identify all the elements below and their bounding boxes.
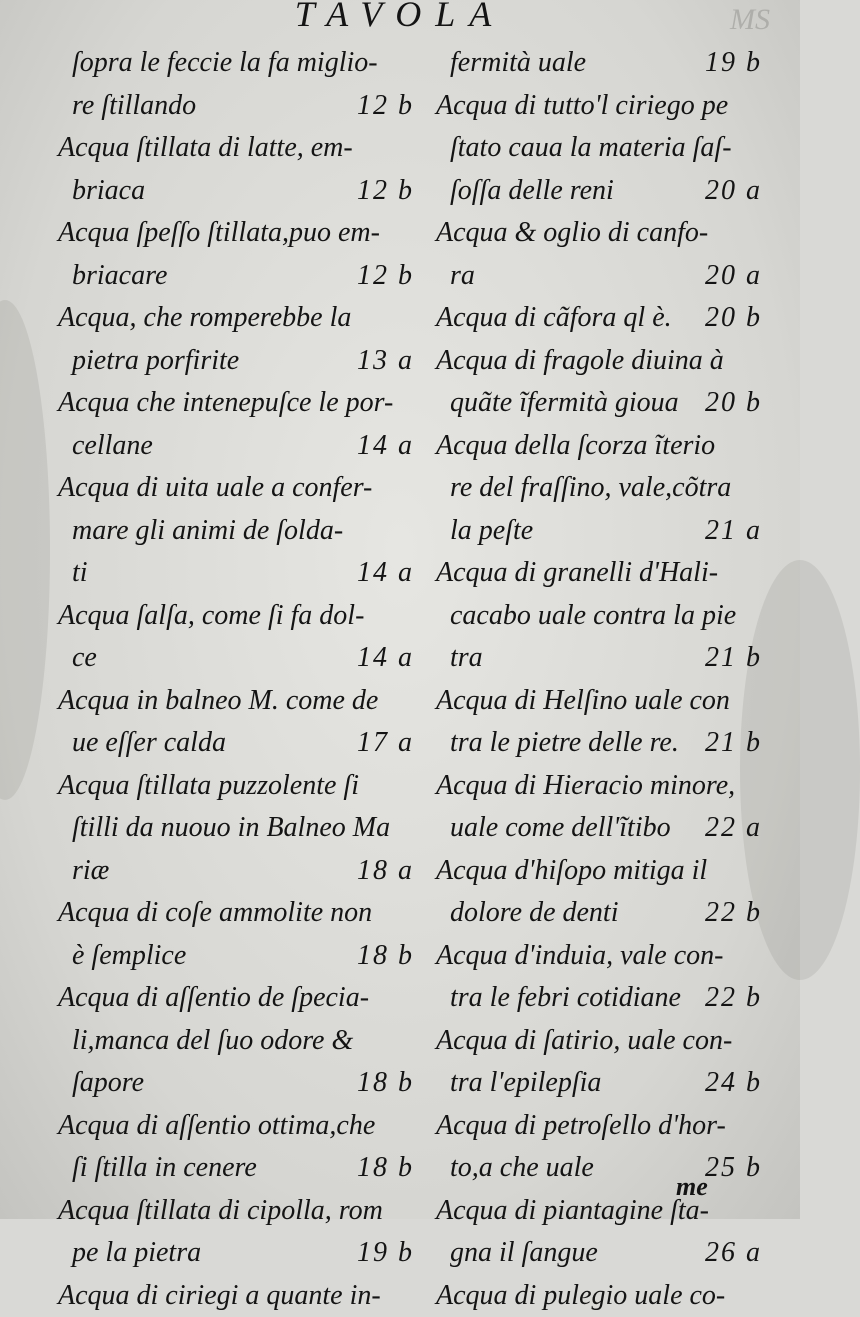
page-reference: 13 a (357, 340, 414, 383)
entry-text: quãte ĩfermità gioua (450, 382, 679, 425)
entry-text: ſopra le feccie la fa miglio- (72, 42, 378, 85)
index-column-left (58, 42, 414, 1317)
entry-text: pietra porfirite (72, 340, 239, 383)
entry-text: Acqua di ciriegi a quante in- (58, 1275, 381, 1317)
entry-text: fermità uale (450, 42, 586, 85)
index-line-continuation (436, 977, 762, 1020)
page-reference: 20 b (705, 297, 762, 340)
index-line-continuation (58, 425, 414, 468)
entry-text: Acqua di uita uale a confer- (58, 467, 372, 510)
index-entry-start (58, 1190, 414, 1233)
index-line-continuation (58, 552, 414, 595)
entry-text: ra (450, 255, 475, 298)
index-entry-start (436, 340, 762, 383)
catchword: me (676, 1172, 708, 1202)
page-reference: 22 b (705, 977, 762, 1020)
index-line-continuation (58, 637, 414, 680)
page-reference: 12 b (357, 170, 414, 213)
index-line-continuation (436, 595, 762, 638)
index-entry-start (436, 85, 762, 128)
entry-text: pe la pietra (72, 1232, 201, 1275)
entry-text: Acqua ſpeſſo ſtillata,puo em- (58, 212, 380, 255)
page-reference: 19 b (357, 1232, 414, 1275)
index-entry-start (58, 595, 414, 638)
index-line-continuation (436, 892, 762, 935)
entry-text: li,manca del ſuo odore & (72, 1020, 353, 1063)
page-reference: 21 b (705, 637, 762, 680)
index-line-continuation (58, 1020, 414, 1063)
entry-text: Acqua ſtillata di latte, em- (58, 127, 353, 170)
entry-text: Acqua ſtillata di cipolla, rom (58, 1190, 383, 1233)
index-line-continuation (58, 42, 414, 85)
entry-text: uale come dell'ĩtibo (450, 807, 671, 850)
index-entry-start (436, 1275, 762, 1317)
entry-text: ſapore (72, 1062, 144, 1105)
index-line-continuation (436, 467, 762, 510)
page-reference: 21 b (705, 722, 762, 765)
index-entry-start (58, 382, 414, 425)
index-entry-start (58, 212, 414, 255)
entry-text: ſtilli da nuouo in Balneo Ma (72, 807, 390, 850)
entry-text: Acqua ſtillata puzzolente ſi (58, 765, 359, 808)
page-reference: 20 a (705, 255, 762, 298)
index-entry-start (436, 680, 762, 723)
index-entry-start (58, 892, 414, 935)
page-reference: 12 b (357, 255, 414, 298)
entry-text: Acqua di fragole diuina à (436, 340, 724, 383)
index-line-continuation (436, 1062, 762, 1105)
index-entry-start (436, 552, 762, 595)
entry-text: briaca (72, 170, 145, 213)
entry-text: Acqua di coſe ammolite non (58, 892, 372, 935)
entry-text: re del fraſſino, vale,cõtra (450, 467, 731, 510)
index-line-continuation (58, 850, 414, 893)
index-line-continuation (58, 1147, 414, 1190)
entry-text: gna il ſangue (450, 1232, 598, 1275)
index-line-continuation (436, 255, 762, 298)
page-reference: 14 a (357, 637, 414, 680)
page-reference: 21 a (705, 510, 762, 553)
page-reference: 20 a (705, 170, 762, 213)
entry-text: Acqua di petroſello d'hor- (436, 1105, 726, 1148)
page-reference: 26 a (705, 1232, 762, 1275)
index-line-continuation (58, 340, 414, 383)
index-entry-start (58, 127, 414, 170)
entry-text: ce (72, 637, 97, 680)
index-entry-start (58, 467, 414, 510)
index-line-continuation (436, 1232, 762, 1275)
index-line-continuation (58, 807, 414, 850)
index-entry-start (436, 765, 762, 808)
entry-text: mare gli animi de ſolda- (72, 510, 343, 553)
entry-text: Acqua ſalſa, come ſi fa dol- (58, 595, 364, 638)
index-entry-start (58, 977, 414, 1020)
entry-text: ſi ſtilla in cenere (72, 1147, 257, 1190)
index-line-continuation (58, 170, 414, 213)
index-line-continuation (436, 42, 762, 85)
entry-text: ti (72, 552, 88, 595)
entry-text: la peſte (450, 510, 533, 553)
entry-text: cellane (72, 425, 153, 468)
page-reference: 18 b (357, 1147, 414, 1190)
entry-text: Acqua della ſcorza ĩterio (436, 425, 715, 468)
entry-text: Acqua di ſatirio, uale con- (436, 1020, 732, 1063)
entry-text: Acqua di granelli d'Hali- (436, 552, 718, 595)
index-line-continuation (436, 1147, 762, 1190)
index-line-continuation (58, 722, 414, 765)
page-reference: 20 b (705, 382, 762, 425)
entry-text: Acqua di tutto'l ciriego pe (436, 85, 728, 128)
entry-text: to,a che uale (450, 1147, 594, 1190)
entry-text: riæ (72, 850, 109, 893)
index-line-continuation (58, 510, 414, 553)
index-entry-start (436, 850, 762, 893)
index-line-continuation (436, 807, 762, 850)
page-reference: 18 a (357, 850, 414, 893)
index-entry-start (58, 680, 414, 723)
entry-text: ſoſſa delle reni (450, 170, 614, 213)
index-entry-start (436, 935, 762, 978)
entry-text: è ſemplice (72, 935, 186, 978)
page-reference: 17 a (357, 722, 414, 765)
page-reference: 24 b (705, 1062, 762, 1105)
page-reference: 12 b (357, 85, 414, 128)
index-line-continuation (58, 1232, 414, 1275)
index-line-continuation (436, 637, 762, 680)
page-reference: 14 a (357, 425, 414, 468)
bleed-through-text: MS (730, 0, 800, 50)
index-line-continuation (58, 85, 414, 128)
index-entry-start (436, 212, 762, 255)
index-line-continuation (58, 935, 414, 978)
entry-text: re ſtillando (72, 85, 196, 128)
entry-text: Acqua d'induia, vale con- (436, 935, 723, 978)
entry-text: Acqua di pulegio uale co- (436, 1275, 725, 1317)
entry-text: Acqua in balneo M. come de (58, 680, 378, 723)
entry-text: Acqua che intenериſce le por- (58, 382, 393, 425)
index-line-continuation (436, 722, 762, 765)
entry-text: briacare (72, 255, 167, 298)
index-entry-start (436, 1190, 762, 1233)
page-reference: 18 b (357, 1062, 414, 1105)
entry-text: dolore de denti (450, 892, 618, 935)
index-line-continuation (436, 510, 762, 553)
entry-text: cacabo uale contra la pie (450, 595, 736, 638)
entry-text: Acqua, che romperebbe la (58, 297, 351, 340)
index-entry-start (436, 1105, 762, 1148)
entry-text: ſtato caua la materia ſaſ- (450, 127, 732, 170)
entry-text: Acqua di Hieracio minore, (436, 765, 735, 808)
paper-stain (0, 300, 50, 800)
entry-text: Acqua di Helſino uale con (436, 680, 730, 723)
index-line-continuation (436, 127, 762, 170)
page-reference: 19 b (705, 42, 762, 85)
entry-text: Acqua di cãfora ql è. (436, 297, 672, 340)
entry-text: Acqua di aſſentio ottima,che (58, 1105, 375, 1148)
entry-text: Acqua d'hiſopo mitiga il (436, 850, 707, 893)
page-reference: 18 b (357, 935, 414, 978)
index-column-right (436, 42, 762, 1317)
entry-text: tra (450, 637, 483, 680)
index-entry-start (58, 765, 414, 808)
index-entry-start (436, 297, 762, 340)
index-entry-start (436, 425, 762, 468)
entry-text: Acqua di piantagine ſta- (436, 1190, 709, 1233)
entry-text: tra l'epilepſia (450, 1062, 601, 1105)
index-entry-start (58, 297, 414, 340)
page-header-title: TAVOLA (0, 0, 800, 34)
index-line-continuation (436, 382, 762, 425)
index-line-continuation (58, 255, 414, 298)
entry-text: tra le febri cotidiane (450, 977, 681, 1020)
page-reference: 22 b (705, 892, 762, 935)
entry-text: Acqua & oglio di canfo- (436, 212, 708, 255)
page-reference: 14 a (357, 552, 414, 595)
index-entry-start (58, 1275, 414, 1317)
index-entry-start (436, 1020, 762, 1063)
index-line-continuation (436, 170, 762, 213)
index-line-continuation (58, 1062, 414, 1105)
entry-text: tra le pietre delle re. (450, 722, 679, 765)
entry-text: Acqua di aſſentio de ſpecia- (58, 977, 369, 1020)
index-entry-start (58, 1105, 414, 1148)
page-reference: 25 b (705, 1147, 762, 1190)
entry-text: ue eſſer calda (72, 722, 226, 765)
page-reference: 22 a (705, 807, 762, 850)
